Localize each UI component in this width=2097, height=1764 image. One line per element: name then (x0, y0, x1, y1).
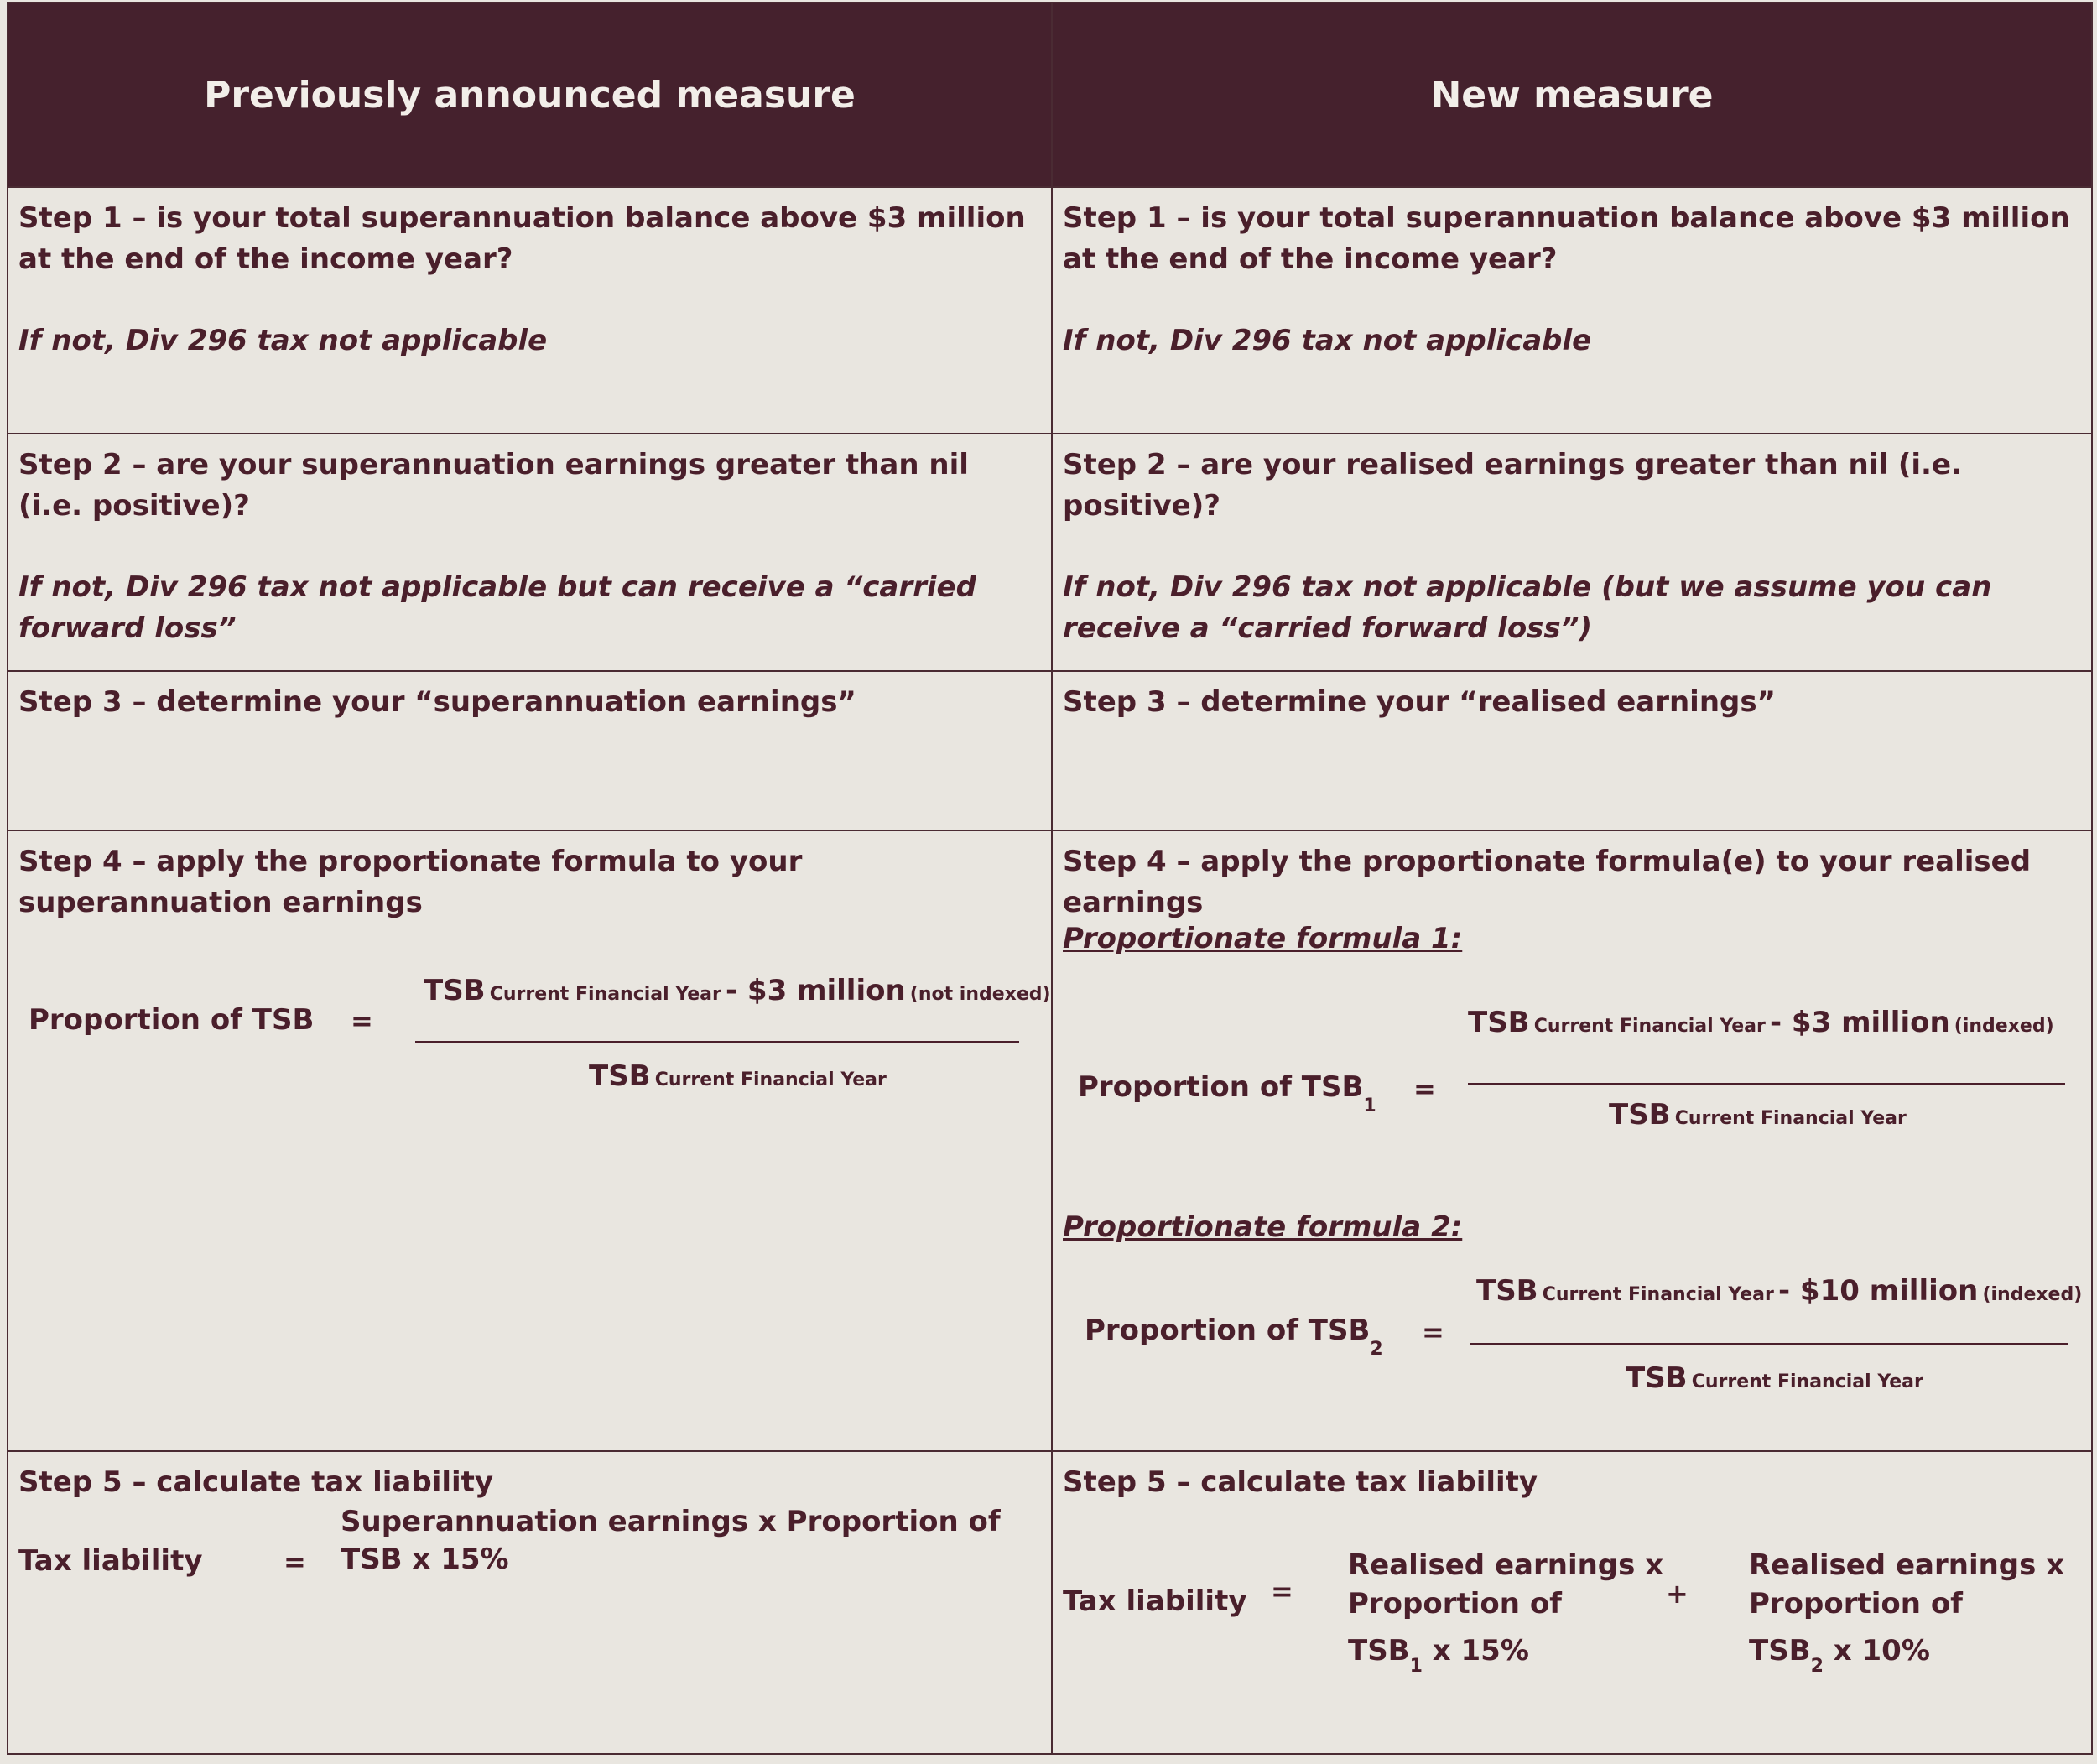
left-step1-text: Step 1 – is your total superannuation balance above $3 million at the end of the income year? (18, 201, 1026, 276)
f1-den-sub: Current Financial Year (1674, 1108, 1907, 1129)
formula2-numerator (1476, 1274, 2082, 1308)
left-step5-cell (8, 1452, 1051, 1754)
formula2-label-text: Proportion of TSB (1085, 1314, 1371, 1347)
left-step4-text: Step 4 – apply the proportionate formula to your superannuation earnings (18, 845, 803, 919)
left-formula-label: Proportion of TSB (29, 1003, 315, 1037)
right-tax-equals: = (1271, 1575, 1293, 1607)
num-minus: - $3 million (725, 974, 906, 1007)
term2-rest: x 10% (1823, 1634, 1930, 1668)
left-step3-cell (8, 672, 1051, 830)
f2-den-sub: Current Financial Year (1691, 1371, 1923, 1392)
term1-line2: Proportion of (1348, 1587, 1562, 1621)
formula1-label-text: Proportion of TSB (1078, 1070, 1364, 1104)
left-tax-equals: = (284, 1546, 306, 1578)
term2-tsb: TSB (1749, 1634, 1811, 1668)
right-step1-note: If not, Div 296 tax not applicable (1063, 324, 1592, 357)
term2-line2: Proportion of (1749, 1587, 1963, 1621)
f1-num-minus: - $3 million (1769, 1006, 1950, 1039)
formula1-numerator (1468, 1006, 2054, 1039)
left-formula-equals: = (351, 1005, 373, 1037)
header-previous-measure: Previously announced measure (8, 3, 1051, 186)
f1-num-tsb: TSB (1468, 1006, 1530, 1039)
left-step1-cell (8, 188, 1051, 433)
f2-num-qual: (indexed) (1982, 1284, 2083, 1305)
left-step2-text: Step 2 – are your superannuation earnings greater than nil (i.e. positive)? (18, 448, 969, 523)
formula2-title: Proportionate formula 2: (1063, 1210, 1463, 1244)
left-tax-line2: TSB x 15% (341, 1543, 509, 1576)
right-step3-cell (1053, 672, 2093, 830)
right-step1-text: Step 1 – is your total superannuation balance above $3 million at the end of the income year? (1063, 201, 2070, 276)
formula2-label (1085, 1314, 1383, 1360)
formula2-equals: = (1422, 1316, 1444, 1348)
num-tsb: TSB (424, 974, 486, 1007)
right-tax-label: Tax liability (1063, 1584, 1247, 1618)
left-tax-line1: Superannuation earnings x Proportion of (341, 1505, 1001, 1538)
term2-line3 (1749, 1631, 1930, 1677)
formula2-fraction-bar (1470, 1343, 2068, 1345)
left-formula-fraction-bar (415, 1041, 1019, 1043)
f2-den-tsb: TSB (1626, 1361, 1688, 1395)
left-formula-denominator (589, 1059, 887, 1093)
formula1-fraction-bar (1468, 1083, 2065, 1085)
comparison-table (7, 2, 2093, 1755)
right-step2-note: If not, Div 296 tax not applicable (but we assume you can receive a “carried forward loss”) (1063, 570, 1992, 645)
header-new-measure: New measure (1053, 3, 2091, 186)
right-tax-plus: + (1666, 1578, 1689, 1610)
f1-num-qual: (indexed) (1954, 1016, 2054, 1037)
left-step3-text: Step 3 – determine your “superannuation earnings” (18, 685, 856, 719)
right-step4-cell (1053, 831, 2093, 1450)
left-step2-note: If not, Div 296 tax not applicable but can receive a “carried forward loss” (18, 570, 976, 645)
formula1-label-sub: 1 (1363, 1095, 1376, 1116)
formula1-label (1078, 1070, 1376, 1116)
formula1-denominator (1609, 1098, 1907, 1132)
right-step5-cell (1053, 1452, 2093, 1754)
den-tsb: TSB (589, 1059, 651, 1093)
left-tax-label: Tax liability (18, 1544, 203, 1578)
term1-sub: 1 (1409, 1656, 1423, 1677)
right-step5-text: Step 5 – calculate tax liability (1063, 1465, 1538, 1499)
term2-sub: 2 (1810, 1656, 1824, 1677)
term1-line3 (1348, 1631, 1529, 1677)
right-step4-text: Step 4 – apply the proportionate formula(e) to your realised earnings (1063, 845, 2032, 919)
term1-rest: x 15% (1422, 1634, 1529, 1668)
formula1-title: Proportionate formula 1: (1063, 922, 1463, 955)
formula1-equals: = (1413, 1073, 1436, 1105)
left-formula-numerator (424, 974, 1051, 1007)
num-qual: (not indexed) (909, 984, 1051, 1005)
term1-line1: Realised earnings x (1348, 1548, 1664, 1582)
left-step2-cell (8, 434, 1051, 670)
left-step4-cell (8, 831, 1051, 1450)
left-step5-text: Step 5 – calculate tax liability (18, 1465, 494, 1499)
right-step1-cell (1053, 188, 2093, 433)
formula2-label-sub: 2 (1370, 1339, 1383, 1360)
f2-num-minus: - $10 million (1777, 1274, 1979, 1308)
right-step2-text: Step 2 – are your realised earnings greater than nil (i.e. positive)? (1063, 448, 1962, 523)
f1-den-tsb: TSB (1609, 1098, 1671, 1132)
num-sub: Current Financial Year (489, 984, 721, 1005)
term1-tsb: TSB (1348, 1634, 1410, 1668)
term2-line1: Realised earnings x (1749, 1548, 2065, 1582)
f2-num-tsb: TSB (1476, 1274, 1538, 1308)
f2-num-sub: Current Financial Year (1542, 1284, 1774, 1305)
f1-num-sub: Current Financial Year (1533, 1016, 1766, 1037)
right-step2-cell (1053, 434, 2093, 670)
formula2-denominator (1626, 1361, 1923, 1395)
left-step1-note: If not, Div 296 tax not applicable (18, 324, 548, 357)
right-step3-text: Step 3 – determine your “realised earnings” (1063, 685, 1776, 719)
den-sub: Current Financial Year (654, 1069, 887, 1090)
